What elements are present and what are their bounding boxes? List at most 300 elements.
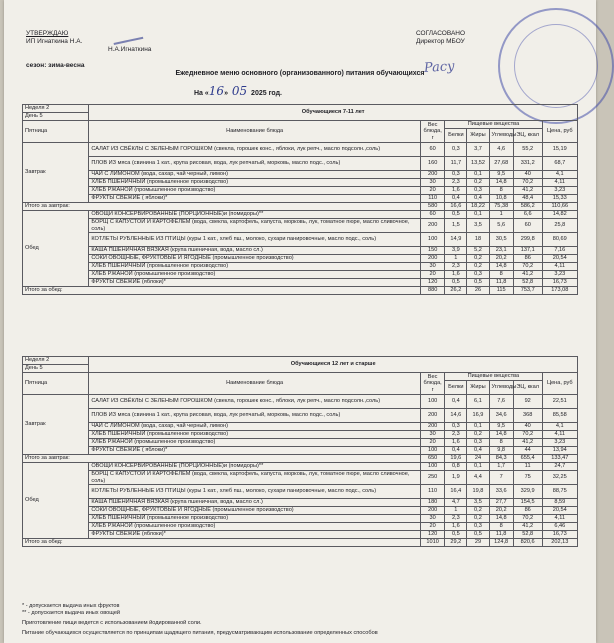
dish-p: 3,9 [445,247,467,255]
dish-p: 1,5 [445,219,467,233]
dish-e: 368 [513,409,542,423]
table-row [23,279,578,287]
lunch-total-label: Итого за обед: [23,539,421,547]
dish-name: ХЛЕБ ПШЕНИЧНЫЙ (промышленное производство) [89,515,421,523]
dish-name: БОРЩ С КАПУСТОЙ И КАРТОФЕЛЕМ (вода, свекла, картофель, капуста, морковь, лук, томатное пюре, масло сливочное, соль) [89,219,421,233]
dish-e: 86 [513,255,542,263]
dish-c: 9,5 [489,171,513,179]
dish-name: ОВОЩИ КОНСЕРВИРОВАННЫЕ (ПОРЦИОННЫЕ)и (помидоры)** [89,463,421,471]
nutrients-header: Пищевые вещества [445,121,542,129]
dish-f: 6,1 [467,395,489,409]
table-row [23,219,578,233]
dish-c: 27,68 [489,157,513,171]
table-row [23,179,578,187]
dish-p: 2,3 [445,515,467,523]
dish-name: ПЛОВ ИЗ мяса (свинина 1 кат., крупа рисовая, вода, лук репчатый, морковь, масло подс., соль) [89,409,421,423]
dish-p: 1,6 [445,439,467,447]
lunch-total-price: 202,13 [542,539,577,547]
dish-w: 250 [420,471,444,485]
dish-w: 60 [421,211,445,219]
lunch-total-c: 124,8 [489,539,513,547]
approver-name: Н.А.Игнаткина [108,46,152,53]
dish-p: 0,4 [445,195,467,203]
dish-e: 52,8 [513,279,542,287]
dish-w: 20 [421,187,445,195]
dish-e: 92 [513,395,542,409]
dish-p: 0,5 [445,531,467,539]
dish-f: 0,2 [467,263,489,271]
dish-w: 110 [420,485,444,499]
table-row [23,463,578,471]
weight-header: Вес блюда, г [421,121,445,143]
lunch-label: Обед [23,211,89,287]
dish-price: 68,7 [542,157,577,171]
table-row [23,247,578,255]
dish-e: 11 [513,463,542,471]
dish-f: 13,52 [467,157,489,171]
dish-w: 20 [421,271,445,279]
lunch-total-c: 115 [489,287,513,295]
table-row [23,271,578,279]
dish-name: ХЛЕБ РЖАНОЙ (промышленное производство) [89,439,421,447]
dish-w: 20 [420,523,444,531]
dish-e: 41,2 [513,523,542,531]
table-row [23,531,578,539]
dish-c: 1,7 [489,463,513,471]
dish-price: 15,19 [542,143,577,157]
dish-e: 48,4 [513,195,542,203]
day-label: День 5 [23,113,89,121]
dish-name-header: Наименование блюда [89,121,421,143]
dish-p: 1,6 [445,523,467,531]
dish-f: 0,1 [467,463,489,471]
dish-c: 4,6 [489,143,513,157]
price-header: Цена, руб [542,373,577,395]
dish-name: ЧАЙ С ЛИМОНОМ (вода, сахар, чай черный, лимон) [89,171,421,179]
breakfast-total-e: 586,2 [513,203,542,211]
dish-c: 14,8 [489,263,513,271]
dish-price: 20,54 [542,507,577,515]
dish-price: 24,7 [542,463,577,471]
dish-c: 11,8 [489,531,513,539]
table-row [23,439,578,447]
carbs-header: Углеводы [489,381,513,395]
dish-price: 3,23 [542,187,577,195]
week-label: Неделя 2 [23,357,89,365]
dish-p: 16,4 [445,485,467,499]
dish-price: 13,94 [542,447,577,455]
dish-e: 55,2 [513,143,542,157]
day-label: День 5 [23,365,89,373]
breakfast-total-price: 110,66 [542,203,577,211]
dish-price: 7,16 [542,247,577,255]
dish-c: 10,8 [489,195,513,203]
table-row [23,423,578,431]
dish-name: ХЛЕБ ПШЕНИЧНЫЙ (промышленное производство) [89,431,421,439]
dish-price: 4,11 [542,431,577,439]
lunch-label: Обед [23,463,89,539]
dish-c: 7,6 [489,395,513,409]
date-prefix: На « [194,90,209,97]
age-group-title: Обучающиеся 12 лет и старше [89,357,578,373]
proteins-header: Белки [445,129,467,143]
table-row [23,395,578,409]
dish-name: САЛАТ ИЗ СВЁКЛЫ С ЗЕЛЕНЫМ ГОРОШКОМ (свекла, горошек конс., яблоки, лук репч., масло подсолн.,соль) [89,143,421,157]
approve-label: УТВЕРЖДАЮ [26,30,69,37]
dish-w: 120 [420,531,444,539]
dish-w: 30 [420,515,444,523]
dish-p: 0,3 [445,171,467,179]
dish-f: 5,2 [467,247,489,255]
dish-price: 16,73 [542,531,577,539]
dish-e: 331,2 [513,157,542,171]
dish-p: 0,3 [445,143,467,157]
dish-p: 2,3 [445,179,467,187]
dish-c: 20,2 [489,507,513,515]
lunch-total-row [23,539,578,547]
lunch-total-label: Итого за обед: [23,287,421,295]
breakfast-total-p: 19,6 [445,455,467,463]
breakfast-total-c: 75,38 [489,203,513,211]
date-day: 16 [208,84,225,98]
dish-f: 0,3 [467,523,489,531]
breakfast-total-p: 16,6 [445,203,467,211]
table-row [23,409,578,423]
dish-f: 16,9 [467,409,489,423]
dish-e: 75 [513,471,542,485]
table-row [23,471,578,485]
nutrients-header: Пищевые вещества [445,373,542,381]
dish-c: 1 [489,211,513,219]
dish-w: 200 [420,423,444,431]
dish-e: 41,2 [513,187,542,195]
table-row [23,431,578,439]
dish-price: 3,23 [542,439,577,447]
price-header: Цена, руб [542,121,577,143]
dish-e: 40 [513,171,542,179]
dish-name: КАША ПШЕНИЧНАЯ ВЯЗКАЯ (крупа пшеничная, вода, масло сл.) [89,247,421,255]
breakfast-total-row [23,203,578,211]
dish-w: 120 [421,279,445,287]
dish-name: КАША ПШЕНИЧНАЯ ВЯЗКАЯ (крупа пшеничная, вода, масло сл.) [89,499,421,507]
table-row [23,255,578,263]
agreed-by: Директор МБОУ [416,38,465,45]
date-sep: » [224,90,228,97]
dish-c: 8 [489,187,513,195]
dish-p: 14,9 [445,233,467,247]
dish-e: 52,8 [513,531,542,539]
dish-w: 200 [421,171,445,179]
breakfast-total-f: 18,22 [467,203,489,211]
dish-f: 0,1 [467,171,489,179]
dish-e: 154,5 [513,499,542,507]
dish-name: ЧАЙ С ЛИМОНОМ (вода, сахар, чай черный, лимон) [89,423,421,431]
dish-w: 30 [420,431,444,439]
dish-c: 8 [489,523,513,531]
dish-e: 40 [513,423,542,431]
dish-f: 0,2 [467,431,489,439]
dish-p: 1,6 [445,187,467,195]
dish-price: 80,69 [542,233,577,247]
menu-table-7-11 [22,104,578,295]
date-year: 2025 год. [251,90,282,97]
dish-price: 14,82 [542,211,577,219]
dish-w: 200 [421,219,445,233]
dish-p: 0,4 [445,395,467,409]
lunch-total-price: 173,08 [542,287,577,295]
dish-e: 86 [513,507,542,515]
dish-name: КОТЛЕТЫ РУБЛЕННЫЕ ИЗ ПТИЦЫ (куры 1 кат., хлеб пш., молоко, сухари панировочные, масло подс., соль) [89,233,421,247]
dish-p: 0,5 [445,211,467,219]
dish-p: 4,7 [445,499,467,507]
table-row [23,157,578,171]
table-row [23,143,578,157]
dish-p: 1,9 [445,471,467,485]
dish-price: 8,59 [542,499,577,507]
season-label: сезон: зима-весна [26,62,85,69]
dish-f: 0,2 [467,507,489,515]
agreed-label: СОГЛАСОВАНО [416,30,466,37]
dish-c: 20,2 [489,255,513,263]
dish-name: ХЛЕБ РЖАНОЙ (промышленное производство) [89,271,421,279]
dish-name: СОКИ ОВОЩНЫЕ, ФРУКТОВЫЕ И ЯГОДНЫЕ (промышленное производство) [89,255,421,263]
dish-w: 180 [420,499,444,507]
age-group-title: Обучающиеся 7-11 лет [89,105,578,121]
dish-price: 20,54 [542,255,577,263]
document-page [4,0,596,643]
breakfast-total-label: Итого за завтрак: [23,203,421,211]
dish-e: 70,2 [513,515,542,523]
breakfast-total-row [23,455,578,463]
dish-f: 0,2 [467,179,489,187]
dish-price: 4,11 [542,263,577,271]
breakfast-label: Завтрак [23,143,89,203]
dish-e: 6,6 [513,211,542,219]
dish-price: 4,1 [542,171,577,179]
dish-e: 329,9 [513,485,542,499]
dish-c: 33,6 [489,485,513,499]
dish-w: 100 [420,447,444,455]
table-row [23,263,578,271]
energy-header: ЭЦ, ккал [513,381,542,395]
dish-w: 110 [421,195,445,203]
fats-header: Жиры [467,129,489,143]
lunch-total-p: 29,2 [445,539,467,547]
dish-name: САЛАТ ИЗ СВЁКЛЫ С ЗЕЛЕНЫМ ГОРОШКОМ (свекла, горошек конс., яблоки, лук репч., масло подсолн.,соль) [89,395,421,409]
dish-name: СОКИ ОВОЩНЫЕ, ФРУКТОВЫЕ И ЯГОДНЫЕ (промышленное производство) [89,507,421,515]
dish-p: 1 [445,507,467,515]
lunch-total-e: 753,7 [513,287,542,295]
lunch-total-p: 26,2 [445,287,467,295]
dish-w: 160 [421,157,445,171]
lunch-total-f: 26 [467,287,489,295]
lunch-total-row [23,287,578,295]
dish-price: 16,73 [542,279,577,287]
dish-w: 60 [421,143,445,157]
dish-p: 14,6 [445,409,467,423]
dish-c: 9,5 [489,423,513,431]
table-row [23,233,578,247]
dish-c: 8 [489,271,513,279]
dish-w: 20 [420,439,444,447]
breakfast-total-w: 650 [420,455,444,463]
approver-signature [111,23,144,45]
dish-w: 100 [420,463,444,471]
dish-e: 70,2 [513,179,542,187]
dish-price: 25,8 [542,219,577,233]
dish-p: 0,4 [445,447,467,455]
dish-price: 15,33 [542,195,577,203]
breakfast-total-price: 133,47 [542,455,577,463]
dish-e: 70,2 [513,431,542,439]
dish-c: 5,6 [489,219,513,233]
dish-c: 23,1 [489,247,513,255]
dish-f: 18 [467,233,489,247]
dish-p: 0,5 [445,279,467,287]
dish-e: 299,8 [513,233,542,247]
dish-p: 11,7 [445,157,467,171]
dish-name: ФРУКТЫ СВЕЖИЕ ( яблоки)* [89,195,421,203]
dish-f: 0,5 [467,531,489,539]
dish-c: 14,8 [489,515,513,523]
dish-name: ОВОЩИ КОНСЕРВИРОВАННЫЕ (ПОРЦИОННЫЕ)и (помидоры)** [89,211,421,219]
dish-name: КОТЛЕТЫ РУБЛЕННЫЕ ИЗ ПТИЦЫ (куры 1 кат., хлеб пш., молоко, сухари панировочные, масло подс., соль) [89,485,421,499]
dish-name: ПЛОВ ИЗ мяса (свинина 1 кат., крупа рисовая, вода, лук репчатый, морковь, масло подс., соль) [89,157,421,171]
dish-p: 2,3 [445,431,467,439]
menu-date [194,84,282,98]
dish-f: 0,3 [467,439,489,447]
lunch-total-w: 1010 [420,539,444,547]
dish-c: 30,5 [489,233,513,247]
dish-price: 4,1 [542,423,577,431]
weight-header: Вес блюда, г [420,373,444,395]
dish-c: 11,8 [489,279,513,287]
dish-name: ХЛЕБ ПШЕНИЧНЫЙ (промышленное производство) [89,179,421,187]
table-row [23,195,578,203]
date-month: 05 [231,84,248,98]
dish-f: 4,4 [467,471,489,485]
dish-price: 88,75 [542,485,577,499]
dish-c: 34,6 [489,409,513,423]
carbs-header: Углеводы [489,129,513,143]
director-signature: Pacy [423,58,456,77]
dish-price: 22,51 [542,395,577,409]
energy-header: ЭЦ, ккал [513,129,542,143]
dish-w: 30 [421,263,445,271]
dish-w: 200 [421,255,445,263]
dish-name: ХЛЕБ РЖАНОЙ (промышленное производство) [89,187,421,195]
dish-e: 60 [513,219,542,233]
dish-price: 32,25 [542,471,577,485]
table-row [23,523,578,531]
lunch-total-w: 880 [421,287,445,295]
dish-c: 27,7 [489,499,513,507]
dish-price: 4,11 [542,515,577,523]
week-label: Неделя 2 [23,105,89,113]
breakfast-total-w: 580 [421,203,445,211]
dish-name: ХЛЕБ ПШЕНИЧНЫЙ (промышленное производство) [89,263,421,271]
breakfast-total-c: 84,3 [489,455,513,463]
dish-p: 1,6 [445,271,467,279]
dish-f: 19,8 [467,485,489,499]
breakfast-label: Завтрак [23,395,89,455]
dish-name: ХЛЕБ РЖАНОЙ (промышленное производство) [89,523,421,531]
table-row [23,499,578,507]
footnote-vegetables: ** - допускается выдача иных овощей [22,610,121,616]
table-row [23,515,578,523]
dish-f: 3,5 [467,499,489,507]
menu-table-12-plus [22,356,578,547]
dish-c: 14,8 [489,179,513,187]
weekday-label: Пятница [23,121,89,143]
table-row [23,187,578,195]
dish-f: 0,2 [467,515,489,523]
table-row [23,211,578,219]
dish-w: 100 [420,395,444,409]
table-row [23,485,578,499]
dish-p: 2,3 [445,263,467,271]
table-row [23,171,578,179]
fats-header: Жиры [467,381,489,395]
document-title: Ежедневное меню основного (организованного) питания обучающихся [175,70,425,77]
table-row [23,507,578,515]
dish-f: 0,4 [467,195,489,203]
lunch-total-f: 29 [467,539,489,547]
breakfast-total-e: 655,4 [513,455,542,463]
dish-e: 41,2 [513,271,542,279]
breakfast-total-f: 24 [467,455,489,463]
dish-c: 7 [489,471,513,485]
table-row [23,447,578,455]
dish-f: 0,2 [467,255,489,263]
dish-w: 150 [421,247,445,255]
dish-w: 30 [421,179,445,187]
approver-org: ИП Игнаткина Н.А. [26,38,83,45]
dish-price: 3,23 [542,271,577,279]
dish-name: ФРУКТЫ СВЕЖИЕ (яблоки)* [89,279,421,287]
dish-c: 8 [489,439,513,447]
dish-p: 0,8 [445,463,467,471]
dish-name: ФРУКТЫ СВЕЖИЕ (яблоки)* [89,531,421,539]
dish-e: 44 [513,447,542,455]
dish-name: ФРУКТЫ СВЕЖИЕ ( яблоки)* [89,447,421,455]
dish-price: 4,11 [542,179,577,187]
dish-f: 0,5 [467,279,489,287]
dish-c: 9,8 [489,447,513,455]
dish-e: 41,2 [513,439,542,447]
footnote-fruits: * - допускается выдача иных фруктов [22,603,120,609]
footnote-gentle-diet: Питание обучающихся осуществляется по принципам щадящего питания, предусматривающим использование определенных способов [22,630,378,636]
dish-f: 0,1 [467,423,489,431]
breakfast-total-label: Итого за завтрак: [23,455,421,463]
dish-w: 200 [420,409,444,423]
lunch-total-e: 820,6 [513,539,542,547]
dish-e: 137,1 [513,247,542,255]
dish-f: 0,3 [467,271,489,279]
dish-f: 0,3 [467,187,489,195]
dish-w: 200 [420,507,444,515]
weekday-label: Пятница [23,373,89,395]
dish-price: 85,58 [542,409,577,423]
footnote-salt: Приготовление пищи ведется с использованием йодированной соли. [22,620,202,626]
dish-price: 6,46 [542,523,577,531]
dish-e: 70,2 [513,263,542,271]
proteins-header: Белки [445,381,467,395]
dish-c: 14,8 [489,431,513,439]
dish-f: 3,5 [467,219,489,233]
dish-f: 3,7 [467,143,489,157]
dish-f: 0,4 [467,447,489,455]
